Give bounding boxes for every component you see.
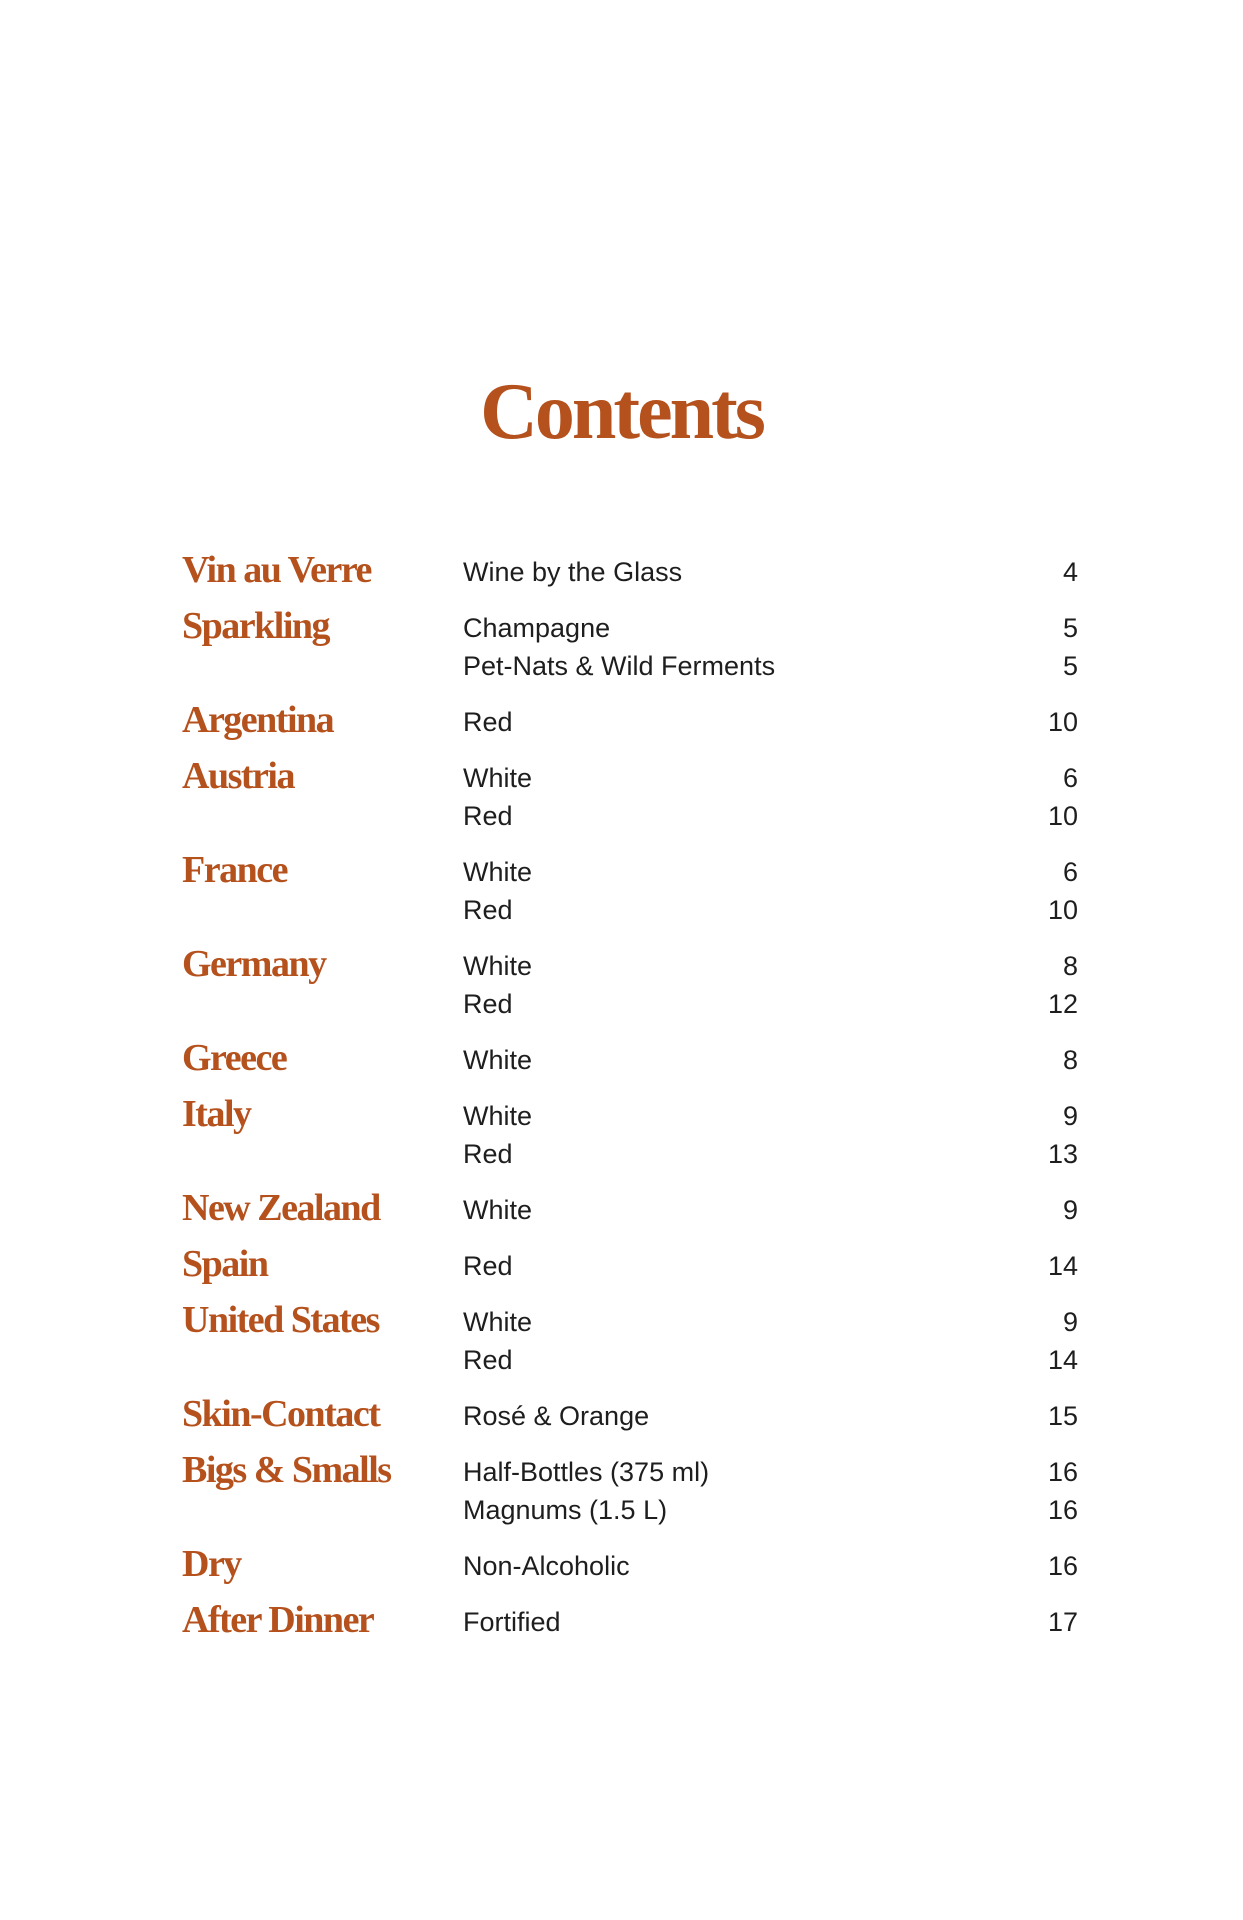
entry-page-number: 16 — [1047, 1457, 1078, 1487]
entry-label: Magnums (1.5 L) — [463, 1495, 668, 1525]
entry-page-number: 9 — [1062, 1101, 1078, 1131]
section-entries — [463, 1607, 1078, 1645]
toc-entry — [463, 1457, 1078, 1495]
section-entries — [463, 951, 1078, 1027]
entry-page-number: 12 — [1047, 989, 1078, 1019]
entry-label: Red — [463, 1139, 513, 1169]
entry-page-number: 14 — [1047, 1251, 1078, 1281]
section-heading: Austria — [182, 755, 294, 797]
section-heading: Vin au Verre — [182, 549, 371, 591]
entry-label: Red — [463, 1251, 513, 1281]
section-heading: Germany — [182, 943, 326, 985]
toc-entry — [463, 951, 1078, 989]
entry-label: White — [463, 1195, 533, 1225]
section-heading: Italy — [182, 1093, 251, 1135]
entry-page-number: 8 — [1062, 951, 1078, 981]
section-heading: Skin-Contact — [182, 1393, 380, 1435]
toc-section — [182, 849, 1078, 933]
toc-section — [182, 1543, 1078, 1589]
toc-entry — [463, 989, 1078, 1027]
toc-section — [182, 755, 1078, 839]
entry-label: White — [463, 1307, 533, 1337]
toc-entry — [463, 1345, 1078, 1383]
entry-label: Champagne — [463, 613, 611, 643]
entry-page-number: 14 — [1047, 1345, 1078, 1375]
section-heading: United States — [182, 1299, 379, 1341]
entry-page-number: 13 — [1047, 1139, 1078, 1169]
entry-label: Red — [463, 895, 513, 925]
table-of-contents — [182, 549, 1078, 1663]
toc-section — [182, 1299, 1078, 1383]
section-heading: Spain — [182, 1243, 268, 1285]
entry-label: Red — [463, 1345, 513, 1375]
entry-page-number: 6 — [1062, 763, 1078, 793]
toc-entry — [463, 1607, 1078, 1645]
entry-page-number: 16 — [1047, 1551, 1078, 1581]
section-entries — [463, 707, 1078, 745]
entry-label: Pet-Nats & Wild Ferments — [463, 651, 776, 681]
entry-page-number: 5 — [1062, 651, 1078, 681]
section-entries — [463, 557, 1078, 595]
section-entries — [463, 857, 1078, 933]
section-heading: Greece — [182, 1037, 287, 1079]
toc-section — [182, 1187, 1078, 1233]
toc-entry — [463, 1195, 1078, 1233]
toc-section — [182, 1243, 1078, 1289]
toc-section — [182, 1393, 1078, 1439]
toc-entry — [463, 763, 1078, 801]
entry-page-number: 10 — [1047, 801, 1078, 831]
toc-entry — [463, 651, 1078, 689]
entry-page-number: 6 — [1062, 857, 1078, 887]
entry-page-number: 15 — [1047, 1401, 1078, 1431]
section-entries — [463, 1195, 1078, 1233]
section-heading: France — [182, 849, 287, 891]
section-entries — [463, 613, 1078, 689]
toc-entry — [463, 613, 1078, 651]
page-title: Contents — [480, 368, 763, 456]
toc-section — [182, 1449, 1078, 1533]
entry-page-number: 9 — [1062, 1307, 1078, 1337]
toc-entry — [463, 1251, 1078, 1289]
entry-label: Non-Alcoholic — [463, 1551, 630, 1581]
toc-entry — [463, 557, 1078, 595]
entry-label: Red — [463, 801, 513, 831]
section-heading: Dry — [182, 1543, 241, 1585]
toc-entry — [463, 1307, 1078, 1345]
entry-label: Rosé & Orange — [463, 1401, 650, 1431]
entry-label: Half-Bottles (375 ml) — [463, 1457, 710, 1487]
entry-label: Red — [463, 707, 513, 737]
toc-section — [182, 549, 1078, 595]
toc-entry — [463, 1045, 1078, 1083]
entry-label: Wine by the Glass — [463, 557, 683, 587]
section-entries — [463, 1457, 1078, 1533]
toc-entry — [463, 1139, 1078, 1177]
section-entries — [463, 1251, 1078, 1289]
entry-label: Fortified — [463, 1607, 561, 1637]
entry-label: Red — [463, 989, 513, 1019]
toc-entry — [463, 1401, 1078, 1439]
entry-page-number: 4 — [1062, 557, 1078, 587]
toc-entry — [463, 801, 1078, 839]
toc-entry — [463, 707, 1078, 745]
toc-section — [182, 1599, 1078, 1645]
toc-section — [182, 1037, 1078, 1083]
entry-label: White — [463, 857, 533, 887]
toc-section — [182, 1093, 1078, 1177]
entry-page-number: 10 — [1047, 707, 1078, 737]
section-heading: Argentina — [182, 699, 334, 741]
entry-page-number: 10 — [1047, 895, 1078, 925]
toc-entry — [463, 1551, 1078, 1589]
section-heading: Sparkling — [182, 605, 330, 647]
toc-section — [182, 699, 1078, 745]
entry-label: White — [463, 1045, 533, 1075]
entry-page-number: 17 — [1047, 1607, 1078, 1637]
entry-label: White — [463, 1101, 533, 1131]
entry-label: White — [463, 951, 533, 981]
entry-page-number: 5 — [1062, 613, 1078, 643]
toc-entry — [463, 1101, 1078, 1139]
entry-page-number: 9 — [1062, 1195, 1078, 1225]
toc-entry — [463, 857, 1078, 895]
section-entries — [463, 1045, 1078, 1083]
section-entries — [463, 1401, 1078, 1439]
toc-entry — [463, 1495, 1078, 1533]
entry-page-number: 16 — [1047, 1495, 1078, 1525]
section-entries — [463, 1101, 1078, 1177]
section-entries — [463, 763, 1078, 839]
toc-section — [182, 605, 1078, 689]
section-entries — [463, 1307, 1078, 1383]
section-heading: Bigs & Smalls — [182, 1449, 391, 1491]
section-entries — [463, 1551, 1078, 1589]
section-heading: New Zealand — [182, 1187, 380, 1229]
entry-page-number: 8 — [1062, 1045, 1078, 1075]
section-heading: After Dinner — [182, 1599, 374, 1641]
toc-section — [182, 943, 1078, 1027]
entry-label: White — [463, 763, 533, 793]
toc-entry — [463, 895, 1078, 933]
